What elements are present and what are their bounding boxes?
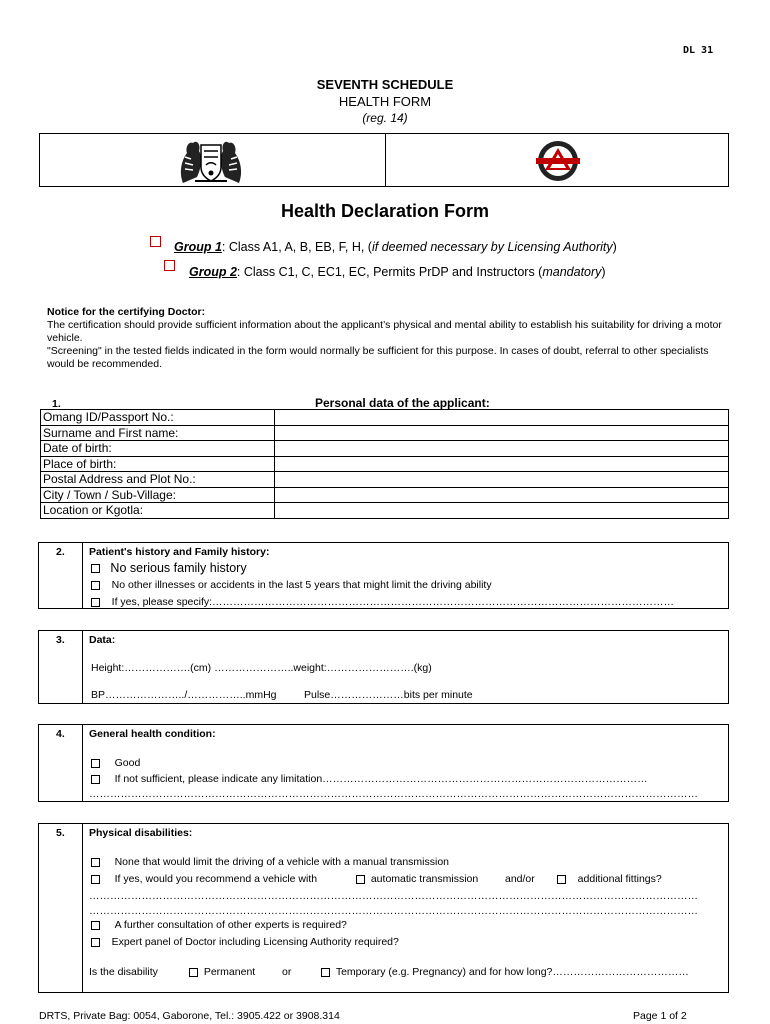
notice-heading: Notice for the certifying Doctor: (47, 306, 206, 318)
section2-box (38, 542, 729, 609)
section3-number: 3. (56, 634, 65, 646)
section1-number: 1. (52, 398, 61, 410)
and-or-label: and/or (505, 873, 535, 885)
page-title: Health Declaration Form (280, 201, 490, 221)
or-label: or (282, 966, 292, 978)
field-label: Omang ID/Passport No.: (41, 410, 275, 426)
no-other-illnesses-option (91, 579, 492, 591)
group1-condition: if deemed necessary by Licensing Authority (371, 240, 613, 254)
table-row (41, 487, 729, 503)
group1-classes: : Class A1, A, B, EB, F, H, ( (221, 240, 372, 254)
road-safety-logo-icon (530, 138, 586, 184)
recommend-vehicle-checkbox[interactable] (91, 875, 100, 884)
no-limit-option (91, 856, 449, 868)
table-row (41, 441, 729, 457)
group1-option (174, 240, 617, 254)
not-sufficient-option (91, 773, 727, 785)
option-label: additional fittings? (577, 873, 662, 885)
field-input[interactable] (275, 503, 729, 519)
notice-paragraph-1: The certification should provide sufficient information about the applicant’s physical and mental ability to establish his suitability for driving a motor vehicle. (47, 319, 722, 344)
good-checkbox[interactable] (91, 759, 100, 768)
section5-number: 5. (56, 827, 65, 839)
no-family-history-option (91, 561, 247, 575)
section5-title: Physical disabilities: (89, 827, 193, 839)
option-label: No other illnesses or accidents in the last 5 years that might limit the driving ability (111, 579, 492, 591)
permanent-option (189, 966, 255, 978)
expert-panel-checkbox[interactable] (91, 938, 100, 947)
table-row (41, 425, 729, 441)
group2-close: ) (601, 265, 606, 279)
group1-label: Group 1 (174, 240, 222, 254)
logo-divider (385, 134, 386, 186)
group2-classes: : Class C1, C, EC1, EC, Permits PrDP and Instructors ( (236, 265, 543, 279)
fittings-details-field-2[interactable]: ………………………………………………………………………………………………………………………………………………………… (89, 905, 698, 917)
field-label: Place of birth: (41, 456, 275, 472)
additional-fittings-option (557, 873, 662, 885)
blood-pressure-field[interactable]: BP…………………../……………..mmHg (91, 689, 277, 701)
limitation-field[interactable]: If not sufficient, please indicate any limitation………………………………………………………………………………… (114, 773, 648, 785)
table-row (41, 503, 729, 519)
field-label: Surname and First name: (41, 425, 275, 441)
field-label: Location or Kgotla: (41, 503, 275, 519)
section3-box (38, 630, 729, 704)
option-label: automatic transmission (370, 873, 479, 885)
group2-checkbox[interactable] (164, 260, 175, 271)
form-code: DL 31 (683, 45, 714, 56)
option-label: No serious family history (110, 561, 247, 575)
section2-number: 2. (56, 546, 65, 558)
field-input[interactable] (275, 410, 729, 426)
option-label: Good (114, 757, 141, 769)
option-label: Permanent (203, 966, 256, 978)
height-weight-field[interactable]: Height:……………….(cm) …………………..weight:…………………….(kg) (91, 662, 432, 674)
option-label: If yes, would you recommend a vehicle with (114, 873, 318, 885)
option-label: A further consultation of other experts is required? (114, 919, 347, 931)
limitation-continued-field[interactable]: ………………………………………………………………………………………………………………………………………………………… (89, 788, 698, 800)
section3-title: Data: (89, 634, 116, 646)
no-family-history-checkbox[interactable] (91, 564, 100, 573)
pulse-field[interactable]: Pulse…………………bits per minute (304, 689, 473, 701)
expert-consultation-option (91, 919, 347, 931)
temporary-option (321, 966, 689, 978)
expert-panel-option (91, 936, 399, 948)
section4-number: 4. (56, 728, 65, 740)
doctor-notice (47, 306, 727, 371)
section2-title: Patient's history and Family history: (89, 546, 270, 558)
no-limit-checkbox[interactable] (91, 858, 100, 867)
automatic-transmission-checkbox[interactable] (356, 875, 365, 884)
section5-box (38, 823, 729, 993)
good-option (91, 757, 140, 769)
temporary-checkbox[interactable] (321, 968, 330, 977)
group1-checkbox[interactable] (150, 236, 161, 247)
table-row (41, 472, 729, 488)
schedule-title: SEVENTH SCHEDULE (316, 77, 454, 92)
coat-of-arms-icon (175, 137, 247, 185)
logo-header-box (39, 133, 729, 187)
field-input[interactable] (275, 456, 729, 472)
fittings-details-field[interactable]: ………………………………………………………………………………………………………………………………………………………… (89, 890, 698, 902)
personal-data-table (40, 409, 729, 519)
specify-field[interactable]: If yes, please specify:…………………………………………………………………………………………………………………… (111, 596, 675, 608)
footer-address: DRTS, Private Bag: 0054, Gaborone, Tel.: 3905.422 or 3908.314 (39, 1010, 340, 1022)
field-label: Date of birth: (41, 441, 275, 457)
temporary-duration-field[interactable]: Temporary (e.g. Pregnancy) and for how long?………………………………… (335, 966, 689, 978)
notice-paragraph-2: "Screening" in the tested fields indicated in the form would normally be sufficient for this purpose. In cases of doubt, referral to other specialists would be recommended. (47, 345, 709, 370)
option-label: Expert panel of Doctor including Licensing Authority required? (111, 936, 399, 948)
field-input[interactable] (275, 441, 729, 457)
field-input[interactable] (275, 472, 729, 488)
section1-title: Personal data of the applicant: (315, 396, 490, 410)
automatic-transmission-option (356, 873, 478, 885)
table-row (41, 456, 729, 472)
regulation-ref: (reg. 14) (362, 111, 408, 125)
group2-option (189, 265, 606, 279)
page-number: Page 1 of 2 (633, 1010, 687, 1022)
form-name: HEALTH FORM (338, 94, 432, 109)
group2-condition: mandatory (542, 265, 602, 279)
section4-title: General health condition: (89, 728, 216, 740)
table-row (41, 410, 729, 426)
if-yes-checkbox[interactable] (91, 598, 100, 607)
field-label: Postal Address and Plot No.: (41, 472, 275, 488)
permanent-checkbox[interactable] (189, 968, 198, 977)
option-label: None that would limit the driving of a vehicle with a manual transmission (114, 856, 450, 868)
field-input[interactable] (275, 487, 729, 503)
no-other-illnesses-checkbox[interactable] (91, 581, 100, 590)
expert-consultation-checkbox[interactable] (91, 921, 100, 930)
group1-close: ) (612, 240, 617, 254)
disability-question: Is the disability (89, 966, 158, 978)
not-sufficient-checkbox[interactable] (91, 775, 100, 784)
if-yes-specify-option (91, 596, 727, 608)
additional-fittings-checkbox[interactable] (557, 875, 566, 884)
vehicle-recommendation-option (91, 873, 317, 885)
group2-label: Group 2 (189, 265, 237, 279)
section4-box (38, 724, 729, 802)
field-input[interactable] (275, 425, 729, 441)
field-label: City / Town / Sub-Village: (41, 487, 275, 503)
